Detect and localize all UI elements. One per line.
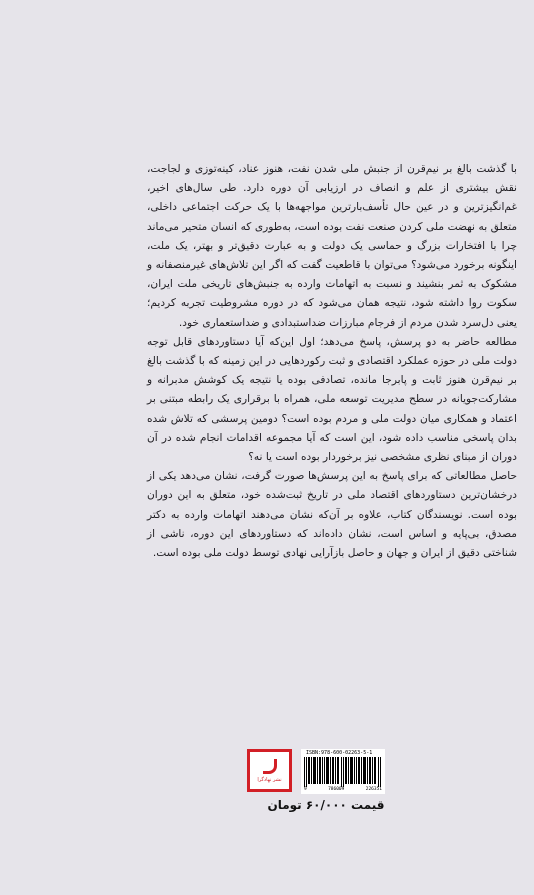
back-cover-text xyxy=(147,160,517,563)
publisher-logo xyxy=(247,749,292,792)
publisher-name: نشر نهادگرا xyxy=(257,776,282,783)
paragraph-2: مطالعه حاضر به دو پرسش، پاسخ می‌دهد؛ اول این‌که آیا دستاوردهای قابل توجه دولت ملی در حوزه عملکرد اقتصادی و ثبت رکوردهایی در این زمینه که با گذشت بالغ بر نیم‌قرن هنوز ثابت و پابرجا مانده، تصادفی بوده یا نتیجه یک کوشش مدبرانه و مشارکت‌جویانه در سطح مدیریت توسعه ملی، همراه با برقراری یک رابطه مبتنی بر اعتماد و همکاری میان دولت ملی و مردم بوده است؟ دومین پرسشی که تلاش شده بدان پاسخی مناسب داده شود، این است که آیا مجموعه اقدامات انجام شده در آن دوران از مبنای نظری مشخصی نیز برخوردار بوده است یا نه؟ xyxy=(147,335,517,464)
barcode-digit-group: 786009 xyxy=(328,787,345,792)
price-label: قیمت ۶۰/۰۰۰ تومان xyxy=(267,798,385,812)
publisher-mark-icon xyxy=(263,759,277,774)
barcode-bars xyxy=(304,757,382,787)
barcode-digit-group: 226351 xyxy=(365,787,382,792)
isbn-number: ISBN:978-600-02263-5-1 xyxy=(306,750,373,756)
isbn-barcode xyxy=(301,749,385,794)
paragraph-1: با گذشت بالغ بر نیم‌قرن از جنبش ملی شدن نفت، هنوز عناد، کینه‌توزی و لجاجت، نقش بیشتری از علم و انصاف در ارزیابی آن دوره دارد. طی سال‌های اخیر، غم‌انگیزترین و در عین حال تأسف‌بارترین مواجهه‌ها با یک حرکت اجتماعی داخلی، متعلق به نهضت ملی کردن صنعت نفت بوده است، به‌طوری که انسان متحیر می‌ماند چرا با افتخارات بزرگ و حماسی یک دولت و به عبارت دقیق‌تر و بهتر، یک ملت، اینگونه برخورد می‌شود؟ می‌توان با قاطعیت گفت که اگر این تلاش‌های غیرمنصفانه و مشکوک به ثمر بنشیند و نسبت به اتهامات وارده به جنبش‌های تاریخی ملت ایران، سکوت روا داشته شود، نتیجه همان می‌شود که در دوره مشروطیت تجربه کردیم؛ یعنی دل‌سرد شدن مردم از فرجام مبارزات ضداستبدادی و ضداستعماری خود. xyxy=(147,163,517,329)
barcode-digits xyxy=(304,787,382,792)
barcode-digit-group: 9 xyxy=(304,787,307,792)
paragraph-3: حاصل مطالعاتی که برای پاسخ به این پرسش‌ها صورت گرفت، نشان می‌دهد یکی از درخشان‌ترین دستاوردهای اقتصاد ملی در تاریخ ثبت‌شده خود، متعلق به این دوران بوده است. نویسندگان کتاب، علاوه بر آن‌که نشان می‌دهند اتهامات وارده به دکتر مصدق، بی‌پایه و اساس است، نشان داده‌اند که دستاوردهای این دوره، ناشی از شناختی دقیق از ایران و جهان و حاصل بازآرایی نهادی توسط دولت ملی بوده است. xyxy=(147,470,517,560)
